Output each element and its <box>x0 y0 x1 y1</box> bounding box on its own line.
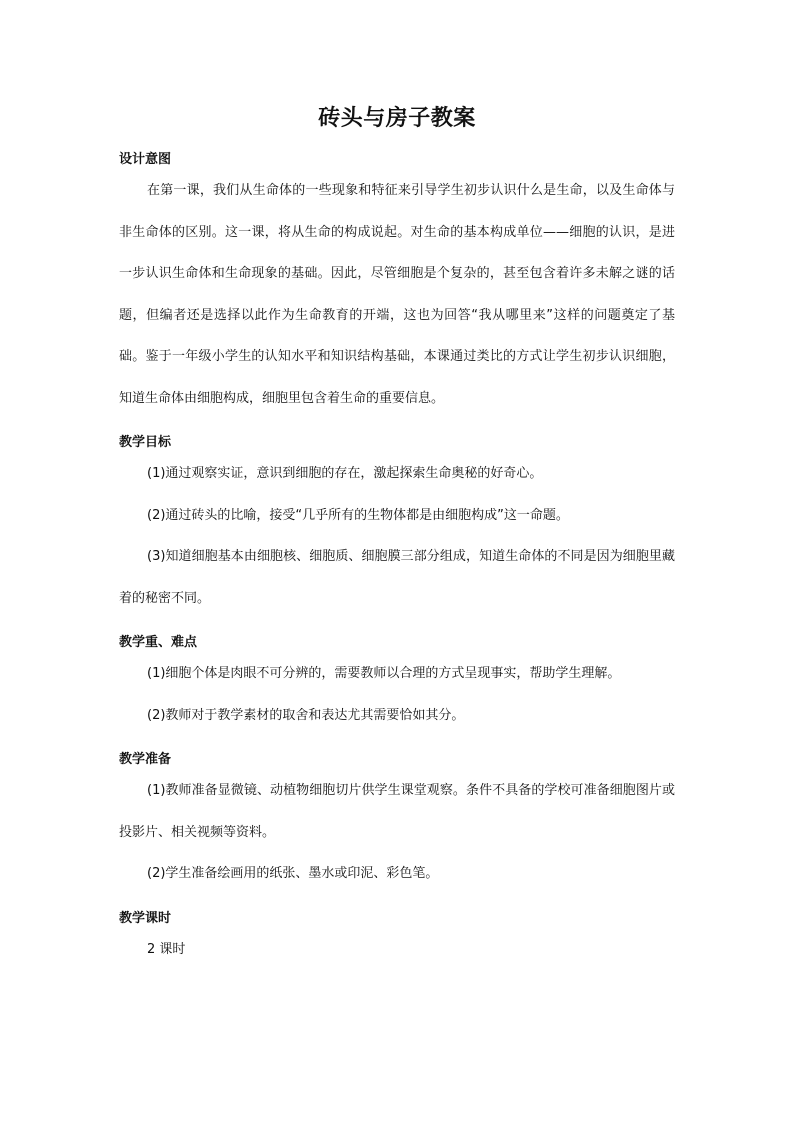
section-heading-design-intent: 设计意图 <box>119 152 172 167</box>
section-heading-class-hours: 教学课时 <box>119 910 172 926</box>
teaching-preparation-list <box>119 770 675 895</box>
list-item: (1)教师准备显微镜、动植物细胞切片供学生课堂观察。条件不具备的学校可准备细胞图片或投影片、相关视频等资料。 <box>119 783 675 840</box>
section-teaching-preparation <box>119 750 675 895</box>
teaching-objectives-list <box>119 453 675 619</box>
design-intent-paragraph: 在第一课，我们从生命体的一些现象和特征来引导学生初步认识什么是生命，以及生命体与非生命体的区别。这一课，将从生命的构成说起。对生命的基本构成单位——细胞的认识，是进一步认识生命体和生命现象的基础。因此，尽管细胞是个复杂的，甚至包含着许多未解之谜的话题，但编者还是选择以此作为生命教育的开端，这也为回答“我从哪里来”这样的问题奠定了基础。鉴于一年级小学生的认知水平和知识结构基础，本课通过类比的方式让学生初步认识细胞，知道生命体由细胞构成，细胞里包含着生命的重要信息。 <box>119 183 675 406</box>
class-hours-list <box>119 929 675 971</box>
list-item: (2)学生准备绘画用的纸张、墨水或印泥、彩色笔。 <box>147 866 439 881</box>
list-item: (2)教师对于教学素材的取舍和表达尤其需要恰如其分。 <box>147 707 465 723</box>
list-item: 2 课时 <box>147 941 186 957</box>
list-item: (2)通过砖头的比喻，接受“几乎所有的生物体都是由细胞构成”这一命题。 <box>147 507 569 523</box>
section-heading-key-difficulties: 教学重、难点 <box>119 635 198 650</box>
document-body <box>119 102 675 970</box>
section-heading-teaching-preparation: 教学准备 <box>119 752 172 767</box>
section-key-difficulties <box>119 633 675 736</box>
section-teaching-objectives <box>119 433 675 619</box>
section-design-intent <box>119 150 675 419</box>
document-title: 砖头与房子教案 <box>318 106 476 131</box>
key-difficulties-list <box>119 653 675 736</box>
list-item: (1)通过观察实证，意识到细胞的存在，激起探索生命奥秘的好奇心。 <box>147 466 543 481</box>
list-item: (3)知道细胞基本由细胞核、细胞质、细胞膜三部分组成，知道生命体的不同是因为细胞里藏着的秘密不同。 <box>119 549 675 606</box>
list-item: (1)细胞个体是肉眼不可分辨的，需要教师以合理的方式呈现事实，帮助学生理解。 <box>147 666 621 681</box>
section-heading-teaching-objectives: 教学目标 <box>119 435 172 450</box>
section-class-hours <box>119 909 675 971</box>
